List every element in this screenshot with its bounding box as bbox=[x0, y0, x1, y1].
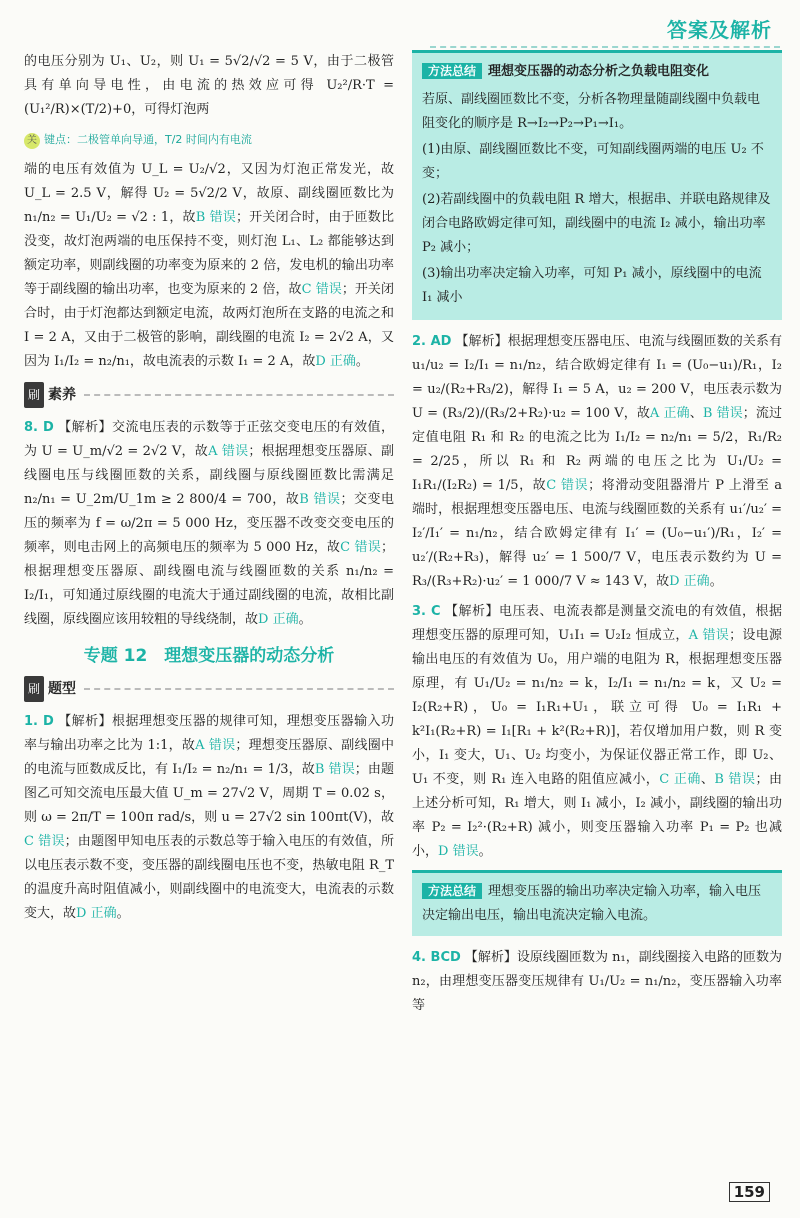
answer-1: 1. D 【解析】根据理想变压器的规律可知，理想变压器输入功率与输出功率之比为 1:1，故A 错误；理想变压器原、副线圈中的电流与匝数成反比，有 I₁/I₂ = n₂/n₁ = 1/3，故B 错误；由题图乙可知交流电压最大值 U_m = 27√2 V，周期 T = 0.02 s，则 ω = 2π/T = 100π rad/s，则 u = 27√2 sin 100πt(V)，故C 错误；由题图甲知电压表的示数总等于输入电压的有效值，所以电压表示数不变，变压器的副线圈电压也不变，热敏电阻 R_T 的温度升高时阻值减小，则副线圈中的电流变大，电流表的示数变大，故D 正确。 bbox=[24, 714, 394, 921]
option-d-verdict: D 错误 bbox=[438, 844, 479, 859]
left-column bbox=[24, 50, 394, 932]
option-a-verdict: A 错误 bbox=[195, 738, 236, 753]
topic-title: 专题 12 理想变压器的动态分析 bbox=[83, 646, 335, 666]
option-b-verdict: B 错误 bbox=[314, 762, 355, 777]
text-run: 、 bbox=[689, 406, 703, 421]
text-run: ；根据理想变压器原、副线圈电压与线圈匝数的关系，副线圈与原线圈匝数比需满足 n₂/n₁ = U_2m/U_1m ≥ 2 800/4 = 700，故 bbox=[24, 444, 394, 507]
option-c-verdict: C 错误 bbox=[24, 834, 65, 849]
text-run: 、 bbox=[700, 772, 715, 787]
method-summary-badge: 方法总结 bbox=[422, 883, 482, 899]
box-line: (3)输出功率决定输入功率，可知 P₁ 减小，原线圈中的电流 I₁ 减小 bbox=[422, 266, 762, 305]
text-run: ；设电源输出电压的有效值为 U₀，用户端的电阻为 R，根据理想变压器原理，有 U₁/U₂ = n₁/n₂ = k，I₂/I₁ = n₁/n₂ = k，又 U₂ = I₂(R₂+R)，U₀ = I₁R₁+U₁，联立可得 U₀ = I₁R₁ + k²I₁(R₂+R) = I₁[R₁ + k²(R₂+R)]，若仅增加用户数，则 R 变小，I₁ 变大，U₁、U₂ 均变小，为保证仪器正常工作，即 U₂、U₁ 不变，则 R₁ 连入电路的阻值应减小， bbox=[412, 628, 782, 787]
method-summary-box-2 bbox=[412, 870, 782, 936]
text-run: 端的电压有效值为 U_L = U₂/√2，又因为灯泡正常发光，故 U_L = 2.5 V，解得 U₂ = 5√2/2 V，故原、副线圈匝数比为 n₁/n₂ = U₁/U₂ = √2 : 1，故 bbox=[24, 162, 394, 225]
text-run: ；开关闭合时，由于匝数比没变，故灯泡两端的电压保持不变，则灯泡 L₁、L₂ 都能够达到额定功率，则副线圈的功率变为原来的 2 倍，发电机的输出功率等于副线圈的输出功率，也变为原来的 2 倍，故 bbox=[24, 210, 394, 297]
box-line: (1)由原、副线圈匝数比不变，可知副线圈两端的电压 U₂ 不变； bbox=[422, 142, 764, 181]
box-line: (2)若副线圈中的负载电阻 R 增大，根据串、并联电路规律及闭合电路欧姆定律可知，副线圈中的电流 I₂ 减小，输出功率 P₂ 减小； bbox=[422, 192, 771, 255]
answer-label: 3. C bbox=[412, 604, 441, 619]
text-run: ；由题图乙可知交流电压最大值 U_m = 27√2 V，周期 T = 0.02 s，则 ω = 2π/T = 100π rad/s，则 u = 27√2 sin 100πt(V)，故 bbox=[24, 762, 394, 825]
header-title: 答案及解析 bbox=[667, 18, 772, 42]
text-run: ；根据理想变压器原、副线圈电流与线圈匝数的关系 n₁/n₂ = I₂/I₁，可知通过原线圈的电流大于通过副线圈的电流，故相比副线圈，原线圈应该用较粗的导线绕制，故 bbox=[24, 540, 394, 627]
left-paragraph-1: 的电压分别为 U₁、U₂，则 U₁ = 5√2/√2 = 5 V，由于二极管具有单向导电性，由电流的热效应可得 U₂²/R·T = (U₁²/R)×(T/2)+0，可得灯泡两 bbox=[24, 54, 394, 117]
answer-8: 8. D 【解析】交流电压表的示数等于正弦交变电压的有效值，为 U = U_m/√2 = 2√2 V，故A 错误；根据理想变压器原、副线圈电压与线圈匝数的关系，副线圈与原线圈匝数比需满足 n₂/n₁ = U_2m/U_1m ≥ 2 800/4 = 700，故B 错误；交变电压的频率为 f = ω/2π = 5 000 Hz，变压器不改变交变电压的频率，则电击网上的高频电压的频率为 5 000 Hz，故C 错误；根据理想变压器原、副线圈电流与线圈匝数的关系 n₁/n₂ = I₂/I₁，可知通过原线圈的电流大于通过副线圈的电流，故相比副线圈，原线圈应该用较粗的导线绕制，故D 正确。 bbox=[24, 420, 394, 627]
box-line: 若原、副线圈匝数比不变，分析各物理量随副线圈中负载电阻变化的顺序是 R→I₂→P₂→P₁→I₁。 bbox=[422, 92, 761, 131]
answer-4 bbox=[412, 946, 782, 1018]
text-run: ；由上述分析可知，R₁ 增大，则 I₁ 减小，I₂ 减小，副线圈的输出功率 P₂ = I₂²·(R₂+R) 减小，则变压器输入功率 P₁ = P₂ 也减小， bbox=[412, 772, 782, 859]
option-a-verdict: A 正确 bbox=[649, 406, 690, 421]
right-column bbox=[412, 50, 782, 1024]
option-a-verdict: A 错误 bbox=[208, 444, 249, 459]
section-divider bbox=[84, 688, 394, 690]
key-point-note bbox=[24, 128, 394, 152]
option-d-verdict: D 正确 bbox=[258, 612, 299, 627]
page-header bbox=[0, 6, 800, 46]
text-run: ；流过定值电阻 R₁ 和 R₂ 的电流之比为 I₁/I₂ = n₂/n₁ = 5/2，R₁/R₂ = 2/25，所以 R₁ 和 R₂ 两端的电压之比为 U₁/U₂ = I₁R₁/(I₂R₂) = 1/5，故 bbox=[412, 406, 782, 493]
answer-label: 4. BCD bbox=[412, 950, 461, 965]
page-number: 159 bbox=[729, 1182, 770, 1202]
key-point-icon: 关 bbox=[24, 133, 40, 149]
text-run: 【解析】交流电压表的示数等于正弦交变电压的有效值，为 U = U_m/√2 = 2√2 V，故 bbox=[24, 420, 394, 459]
key-point-text: 键点：二极管单向导通，T/2 时间内有电流 bbox=[44, 133, 252, 146]
section-label: 题型 bbox=[48, 681, 77, 697]
section-tixing bbox=[24, 676, 394, 702]
section-tag-icon: 刷 bbox=[24, 382, 44, 408]
left-paragraph-2: 端的电压有效值为 U_L = U₂/√2，又因为灯泡正常发光，故 U_L = 2.5 V，解得 U₂ = 5√2/2 V，故原、副线圈匝数比为 n₁/n₂ = U₁/U₂ = √2 : 1，故B 错误；开关闭合时，由于匝数比没变，故灯泡两端的电压保持不变，则灯泡 L₁、L₂ 都能够达到额定功率，则副线圈的功率变为原来的 2 倍，发电机的输出功率等于副线圈的输出功率，也变为原来的 2 倍，故C 错误；开关闭合时，由于灯泡都达到额定电流，故两灯泡所在支路的电流之和 I = 2 A，又由于二极管的影响，副线圈的电流 I₂ = 2√2 A，又因为 I₁/I₂ = n₂/n₁，故电流表的示数 I₁ = 2 A，故D 正确。 bbox=[24, 162, 394, 369]
text-run: 【解析】根据理想变压器电压、电流与线圈匝数的关系有 u₁/u₂ = I₂/I₁ = n₁/n₂，结合欧姆定律有 I₁ = (U₀−u₁)/R₁，I₂ = u₂/(R₂+R₃/2)，解得 I₁ = 5 A，u₂ = 200 V，电压表示数为 U = (R₃/2)/(R₃/2+R₂)·u₂ = 100 V，故 bbox=[412, 334, 782, 421]
option-d-verdict: D 正确 bbox=[76, 906, 117, 921]
section-suyang bbox=[24, 382, 394, 408]
text-run: 【解析】根据理想变压器的规律可知，理想变压器输入功率与输出功率之比为 1:1，故 bbox=[24, 714, 394, 753]
box-title: 理想变压器的动态分析之负载电阻变化 bbox=[488, 64, 710, 79]
method-summary-badge: 方法总结 bbox=[422, 63, 482, 79]
text-run: ；交变电压的频率为 f = ω/2π = 5 000 Hz，变压器不改变交变电压的频率，则电击网上的高频电压的频率为 5 000 Hz，故 bbox=[24, 492, 394, 555]
text-run: ；开关闭合时，由于灯泡都达到额定电流，故两灯泡所在支路的电流之和 I = 2 A，又由于二极管的影响，副线圈的电流 I₂ = 2√2 A，又因为 I₁/I₂ = n₂/n₁，故电流表的示数 I₁ = 2 A，故 bbox=[24, 282, 394, 369]
section-label: 素养 bbox=[48, 387, 77, 403]
box-header bbox=[422, 59, 772, 84]
option-d-verdict: D 正确 bbox=[669, 574, 710, 589]
option-c-verdict: C 错误 bbox=[340, 540, 381, 555]
option-c-verdict: C 错误 bbox=[301, 282, 342, 297]
option-c-verdict: C 正确 bbox=[659, 772, 701, 787]
text-run: ；理想变压器原、副线圈中的电流与匝数成反比，有 I₁/I₂ = n₂/n₁ = 1/3，故 bbox=[24, 738, 394, 777]
text-run: ；将滑动变阻器滑片 P 上滑至 a 端时，根据理想变压器电压、电流与线圈匝数的关系有 u₁′/u₂′ = I₂′/I₁′ = n₁/n₂，结合欧姆定律有 I₁′ = (U₀−u₁′)/R₁，I₂′ = u₂′/(R₂+R₃)，解得 u₂′ = 1 500/7 V，电压表示数约为 U = R₃/(R₃+R₂)·u₂′ = 1 000/7 V ≈ 143 V，故 bbox=[412, 478, 782, 589]
text-run: ；由题图甲知电压表的示数总等于输入电压的有效值，所以电压表示数不变，变压器的副线圈电压也不变，热敏电阻 R_T 的温度升高时阻值减小，则副线圈中的电流变大，电流表的示数变大，故 bbox=[24, 834, 394, 921]
option-b-verdict: B 错误 bbox=[195, 210, 236, 225]
text-run: 【解析】电压表、电流表都是测量交流电的有效值，根据理想变压器的原理可知，U₁I₁ = U₂I₂ 恒成立， bbox=[412, 604, 782, 643]
option-a-verdict: A 错误 bbox=[688, 628, 730, 643]
answer-label: 2. AD bbox=[412, 334, 452, 349]
section-divider bbox=[84, 394, 394, 396]
method-summary-box bbox=[412, 50, 782, 320]
option-d-verdict: D 正确 bbox=[315, 354, 356, 369]
answer-label: 1. D bbox=[24, 714, 54, 729]
text-run: 【解析】设原线圈匝数为 n₁，副线圈接入电路的匝数为 n₂，由理想变压器变压规律有 U₁/U₂ = n₁/n₂，变压器输入功率等 bbox=[412, 950, 783, 1013]
answer-label: 8. D bbox=[24, 420, 54, 435]
option-b-verdict: B 错误 bbox=[299, 492, 341, 507]
answer-3: 3. C 【解析】电压表、电流表都是测量交流电的有效值，根据理想变压器的原理可知，U₁I₁ = U₂I₂ 恒成立，A 错误；设电源输出电压的有效值为 U₀，用户端的电阻为 R，根据理想变压器原理，有 U₁/U₂ = n₁/n₂ = k，I₂/I₁ = n₁/n₂ = k，又 U₂ = I₂(R₂+R)，U₀ = I₁R₁+U₁，联立可得 U₀ = I₁R₁ + k²I₁(R₂+R) = I₁[R₁ + k²(R₂+R)]，若仅增加用户数，则 R 变小，I₁ 变大，U₁、U₂ 均变小，为保证仪器正常工作，即 U₂、U₁ 不变，则 R₁ 连入电路的阻值应减小，C 正确、B 错误；由上述分析可知，R₁ 增大，则 I₁ 减小，I₂ 减小，副线圈的输出功率 P₂ = I₂²·(R₂+R) 减小，则变压器输入功率 P₁ = P₂ 也减小，D 错误。 bbox=[412, 604, 782, 859]
box-text: 理想变压器的输出功率决定输入功率，输入电压决定输出电压，输出电流决定输入电流。 bbox=[422, 884, 762, 923]
header-divider bbox=[430, 46, 780, 48]
option-b-verdict: B 错误 bbox=[702, 406, 743, 421]
answer-2: 2. AD 【解析】根据理想变压器电压、电流与线圈匝数的关系有 u₁/u₂ = I₂/I₁ = n₁/n₂，结合欧姆定律有 I₁ = (U₀−u₁)/R₁，I₂ = u₂/(R₂+R₃/2)，解得 I₁ = 5 A，u₂ = 200 V，电压表示数为 U = (R₃/2)/(R₃/2+R₂)·u₂ = 100 V，故A 正确、B 错误；流过定值电阻 R₁ 和 R₂ 的电流之比为 I₁/I₂ = n₂/n₁ = 5/2，R₁/R₂ = 2/25，所以 R₁ 和 R₂ 两端的电压之比为 U₁/U₂ = I₁R₁/(I₂R₂) = 1/5，故C 错误；将滑动变阻器滑片 P 上滑至 a 端时，根据理想变压器电压、电流与线圈匝数的关系有 u₁′/u₂′ = I₂′/I₁′ = n₁/n₂，结合欧姆定律有 I₁′ = (U₀−u₁′)/R₁，I₂′ = u₂′/(R₂+R₃)，解得 u₂′ = 1 500/7 V，电压表示数约为 U = R₃/(R₃+R₂)·u₂′ = 1 000/7 V ≈ 143 V，故D 正确。 bbox=[412, 334, 782, 589]
option-c-verdict: C 错误 bbox=[546, 478, 589, 493]
section-tag-icon: 刷 bbox=[24, 676, 44, 702]
option-b-verdict: B 错误 bbox=[714, 772, 756, 787]
